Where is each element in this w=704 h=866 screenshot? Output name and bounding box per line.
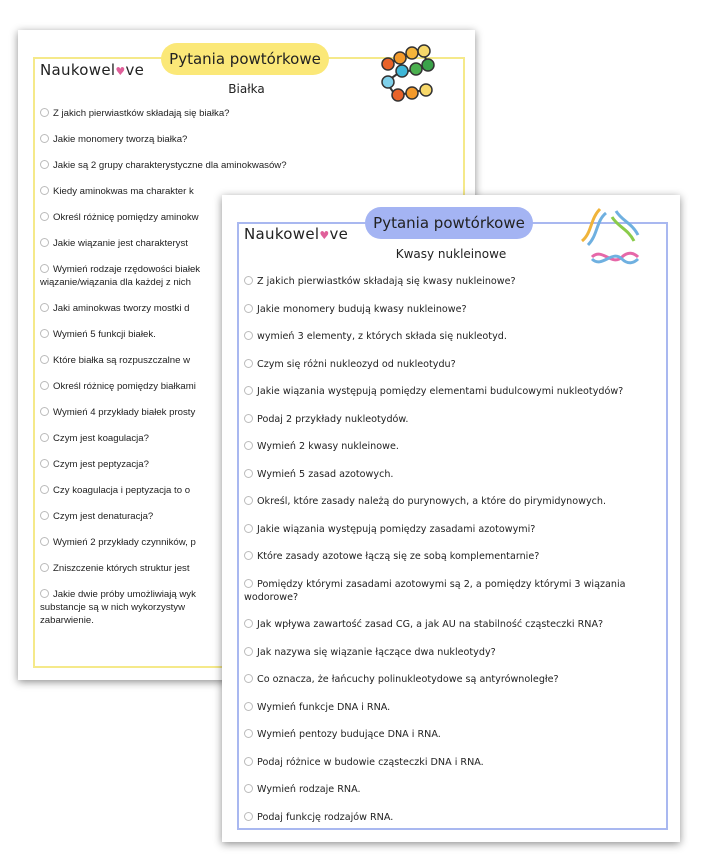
question-text: Jakie dwie próby umożliwiają wyk substancje są w nich wykorzystyw zabarwienie. xyxy=(40,589,196,626)
question-text: Jakie wiązanie jest charakteryst xyxy=(53,238,188,249)
question-text: Wymień 2 kwasy nukleinowe. xyxy=(257,441,399,452)
question-item xyxy=(244,275,664,288)
question-item xyxy=(40,237,218,250)
circle-checkbox-icon[interactable] xyxy=(40,160,49,169)
question-item xyxy=(244,358,664,371)
circle-checkbox-icon[interactable] xyxy=(244,469,253,478)
circle-checkbox-icon[interactable] xyxy=(244,729,253,738)
question-text: Wymień 5 zasad azotowych. xyxy=(257,468,394,480)
question-item xyxy=(40,133,455,146)
question-text: Wymień 5 funkcji białek. xyxy=(53,329,156,340)
question-text: Jakie monomery tworzą białka? xyxy=(53,134,188,145)
question-item xyxy=(40,458,218,471)
question-text: Wymień 2 przykłady czynników, p xyxy=(53,537,196,548)
logo-text: ve xyxy=(329,225,349,243)
circle-checkbox-icon[interactable] xyxy=(40,459,49,468)
question-item xyxy=(244,783,664,796)
circle-checkbox-icon[interactable] xyxy=(40,381,49,390)
question-item xyxy=(244,756,664,769)
question-item xyxy=(40,159,455,172)
question-text: Które zasady azotowe łączą się ze sobą komplementarnie? xyxy=(257,551,540,562)
question-text: Czym jest denaturacja? xyxy=(53,511,154,522)
question-text: Jak wpływa zawartość zasad CG, a jak AU na stabilność cząsteczki RNA? xyxy=(257,619,604,630)
question-item xyxy=(40,406,218,419)
circle-checkbox-icon[interactable] xyxy=(40,511,49,520)
circle-checkbox-icon[interactable] xyxy=(40,212,49,221)
question-item xyxy=(244,578,664,604)
protein-chain-icon xyxy=(376,42,438,104)
circle-checkbox-icon[interactable] xyxy=(244,386,253,395)
circle-checkbox-icon[interactable] xyxy=(244,524,253,533)
question-text: Wymień rodzaje RNA. xyxy=(257,784,361,795)
question-item xyxy=(244,550,664,563)
circle-checkbox-icon[interactable] xyxy=(40,407,49,416)
question-text: Jakie wiązania występują pomiędzy elementami budulcowymi nukleotydów? xyxy=(257,386,624,397)
circle-checkbox-icon[interactable] xyxy=(244,619,253,628)
question-text: Określ, które zasady należą do purynowych, a które do pirymidynowych. xyxy=(257,496,607,507)
question-text: Jak nazywa się wiązanie łączące dwa nukleotydy? xyxy=(257,646,496,658)
topic-title: Białka xyxy=(228,82,265,96)
question-text: Z jakich pierwiastków składają się białka? xyxy=(53,108,230,119)
question-text: Pomiędzy którymi zasadami azotowymi są 2, a pomiędzy którymi 3 wiązania wodorowe? xyxy=(244,578,626,603)
circle-checkbox-icon[interactable] xyxy=(244,441,253,450)
circle-checkbox-icon[interactable] xyxy=(244,579,253,588)
question-item xyxy=(40,484,218,497)
circle-checkbox-icon[interactable] xyxy=(40,134,49,143)
heart-icon: ♥ xyxy=(319,229,330,242)
circle-checkbox-icon[interactable] xyxy=(40,186,49,195)
question-item xyxy=(40,380,218,393)
circle-checkbox-icon[interactable] xyxy=(244,812,253,821)
question-item xyxy=(40,588,218,627)
circle-checkbox-icon[interactable] xyxy=(40,303,49,312)
question-item xyxy=(244,385,664,398)
question-text: Jakie monomery budują kwasy nukleinowe? xyxy=(257,303,467,315)
circle-checkbox-icon[interactable] xyxy=(244,359,253,368)
question-text: Wymień funkcje DNA i RNA. xyxy=(257,701,391,713)
question-item xyxy=(40,536,218,549)
question-item xyxy=(244,495,664,508)
question-item xyxy=(40,510,218,523)
question-text: Czym się różni nukleozyd od nukleotydu? xyxy=(257,358,456,370)
question-text: Jakie są 2 grupy charakterystyczne dla aminokwasów? xyxy=(53,160,287,171)
question-text: Podaj 2 przykłady nukleotydów. xyxy=(257,413,409,425)
question-item xyxy=(244,440,664,453)
question-text: Czym jest koagulacja? xyxy=(53,433,149,444)
question-text: Które białka są rozpuszczalne w xyxy=(53,355,191,366)
circle-checkbox-icon[interactable] xyxy=(244,551,253,560)
logo xyxy=(244,225,348,243)
circle-checkbox-icon[interactable] xyxy=(244,784,253,793)
question-text: Podaj różnice w budowie cząsteczki DNA i RNA. xyxy=(257,756,484,768)
question-text: Wymień rodzaje rzędowości białek wiązanie/wiązania dla każdej z nich xyxy=(40,264,201,288)
circle-checkbox-icon[interactable] xyxy=(40,537,49,546)
question-text: Kiedy aminokwas ma charakter k xyxy=(53,186,194,197)
question-item xyxy=(244,523,664,536)
question-item xyxy=(40,263,218,289)
question-item xyxy=(244,413,664,426)
question-item xyxy=(40,432,218,445)
question-list xyxy=(244,275,664,824)
question-item xyxy=(40,354,218,367)
logo xyxy=(40,61,144,79)
question-item xyxy=(244,618,664,631)
question-item xyxy=(244,330,664,343)
circle-checkbox-icon[interactable] xyxy=(40,485,49,494)
logo-text: ve xyxy=(125,61,145,79)
question-item xyxy=(40,328,218,341)
circle-checkbox-icon[interactable] xyxy=(40,563,49,572)
circle-checkbox-icon[interactable] xyxy=(40,355,49,364)
question-text: Podaj funkcję rodzajów RNA. xyxy=(257,811,394,823)
question-text: Jaki aminokwas tworzy mostki d xyxy=(53,303,190,314)
heart-icon: ♥ xyxy=(115,65,126,78)
question-text: Określ różnicę pomiędzy aminokw xyxy=(53,212,199,223)
circle-checkbox-icon[interactable] xyxy=(244,414,253,423)
question-item xyxy=(40,562,218,575)
question-text: wymień 3 elementy, z których składa się nukleotyd. xyxy=(257,331,507,342)
question-item xyxy=(40,107,455,120)
circle-checkbox-icon[interactable] xyxy=(244,304,253,313)
topic-title: Kwasy nukleinowe xyxy=(395,247,507,261)
question-item xyxy=(244,701,664,714)
logo-text: Naukowel xyxy=(40,61,116,79)
circle-checkbox-icon[interactable] xyxy=(244,702,253,711)
question-text: Z jakich pierwiastków składają się kwasy nukleinowe? xyxy=(257,276,516,287)
header-title: Pytania powtórkowe xyxy=(161,43,329,75)
question-item xyxy=(244,811,664,824)
question-item xyxy=(244,673,664,686)
circle-checkbox-icon[interactable] xyxy=(40,433,49,442)
question-item xyxy=(244,303,664,316)
question-item xyxy=(40,302,218,315)
question-text: Co oznacza, że łańcuchy polinukleotydowe są antyrównoległe? xyxy=(257,674,559,685)
question-text: Jakie wiązania występują pomiędzy zasadami azotowymi? xyxy=(257,523,536,535)
circle-checkbox-icon[interactable] xyxy=(244,276,253,285)
header-title: Pytania powtórkowe xyxy=(365,207,533,239)
question-item xyxy=(40,185,218,198)
question-text: Czym jest peptyzacja? xyxy=(53,459,149,470)
worksheet-nucleic-acids xyxy=(222,195,680,842)
question-text: Wymień 4 przykłady białek prosty xyxy=(53,407,196,418)
question-item xyxy=(40,211,218,224)
circle-checkbox-icon[interactable] xyxy=(244,331,253,340)
circle-checkbox-icon[interactable] xyxy=(244,496,253,505)
circle-checkbox-icon[interactable] xyxy=(40,264,49,273)
question-text: Czy koagulacja i peptyzacja to o xyxy=(53,485,191,496)
question-text: Określ różnicę pomiędzy białkami xyxy=(53,381,196,392)
circle-checkbox-icon[interactable] xyxy=(244,674,253,683)
circle-checkbox-icon[interactable] xyxy=(40,238,49,247)
circle-checkbox-icon[interactable] xyxy=(244,757,253,766)
dna-helix-icon xyxy=(578,205,644,269)
question-item xyxy=(244,646,664,659)
logo-text: Naukowel xyxy=(244,225,320,243)
question-item xyxy=(244,728,664,741)
question-item xyxy=(244,468,664,481)
question-text: Wymień pentozy budujące DNA i RNA. xyxy=(257,729,441,740)
circle-checkbox-icon[interactable] xyxy=(244,647,253,656)
question-text: Zniszczenie których struktur jest xyxy=(53,563,190,574)
circle-checkbox-icon[interactable] xyxy=(40,329,49,338)
circle-checkbox-icon[interactable] xyxy=(40,589,49,598)
circle-checkbox-icon[interactable] xyxy=(40,108,49,117)
